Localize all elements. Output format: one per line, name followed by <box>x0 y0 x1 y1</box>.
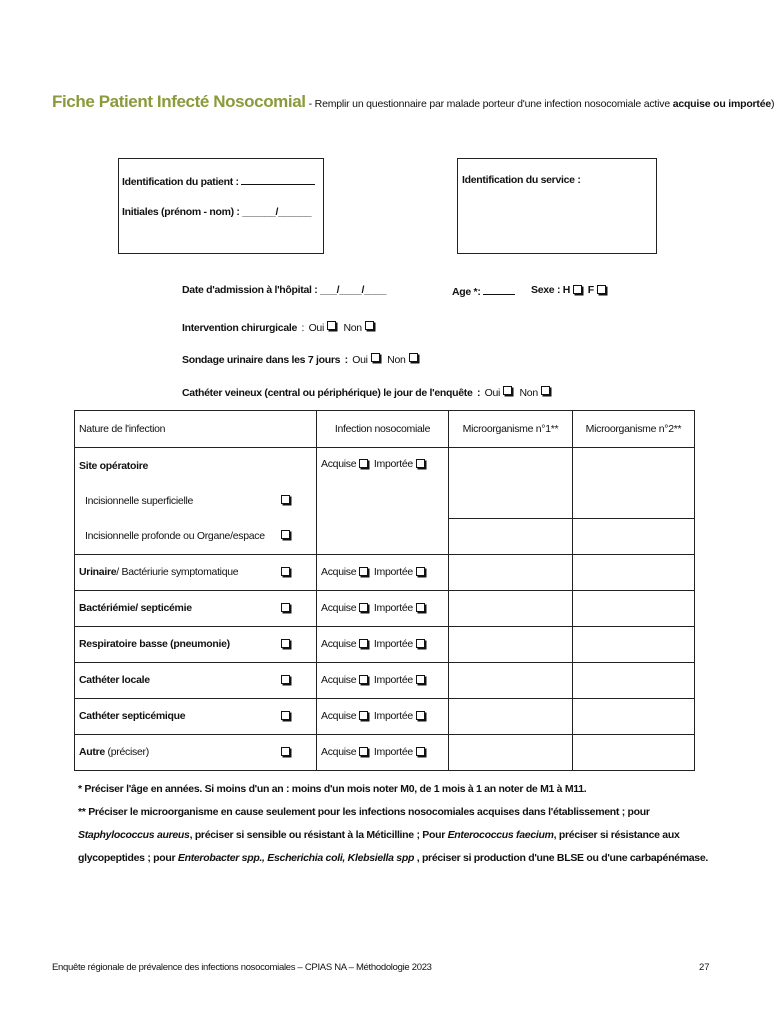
patient-id-row <box>122 174 315 188</box>
urinaire-micro-1[interactable] <box>449 554 573 590</box>
catheter-septicemique-importee-checkbox[interactable] <box>416 711 425 720</box>
site-operatoire-label: Site opératoire <box>79 459 149 472</box>
bacteriemie-checkbox[interactable] <box>281 603 290 612</box>
incisionnelle-prof-checkbox[interactable] <box>281 530 290 539</box>
site-op-micro-1[interactable] <box>449 448 573 519</box>
catheter-oui-checkbox[interactable] <box>503 386 512 395</box>
catheter-locale-checkbox[interactable] <box>281 675 290 684</box>
respiratoire-label: Respiratoire basse (pneumonie) <box>79 638 230 650</box>
table-header-row <box>75 411 695 448</box>
surgery-row <box>182 318 377 336</box>
surgery-oui-label: Oui <box>308 322 325 334</box>
autre-acquise-checkbox[interactable] <box>359 747 368 756</box>
urinary-row <box>182 350 421 368</box>
table-row: Cathéter septicémique Acquise Importée <box>75 698 695 734</box>
footnote-age: * Préciser l'âge en années. Si moins d'un an : moins d'un mois noter M0, de 1 mois à 1 an noter de M1 à M11. <box>78 783 587 795</box>
urinaire-label: Urinaire/ Bactériurie symptomatique <box>75 554 255 590</box>
patient-initials-label[interactable]: Initiales (prénom - nom) : ______/______ <box>122 206 312 218</box>
respiratoire-micro-1[interactable] <box>449 626 573 662</box>
catheter-non-label: Non <box>519 387 538 399</box>
urinaire-checkbox[interactable] <box>281 567 290 576</box>
urinary-non-checkbox[interactable] <box>409 353 418 362</box>
autre-checkbox[interactable] <box>281 747 290 756</box>
catheter-row <box>182 383 553 401</box>
importee-label: Importée <box>373 458 413 470</box>
patient-id-label: Identification du patient : <box>122 176 239 188</box>
sex-h-label: H <box>562 284 571 296</box>
catheter-locale-micro-1[interactable] <box>449 662 573 698</box>
site-op-micro-2[interactable] <box>573 448 695 519</box>
site-op-acquise-checkbox[interactable] <box>359 459 368 468</box>
sex-row <box>531 284 609 296</box>
form-title: Fiche Patient Infecté Nosocomial <box>52 92 306 111</box>
acquise-label: Acquise <box>321 458 357 470</box>
urinary-non-label: Non <box>387 354 406 366</box>
bacteriemie-importee-checkbox[interactable] <box>416 603 425 612</box>
service-id-label[interactable]: Identification du service : <box>462 174 581 186</box>
sex-f-checkbox[interactable] <box>597 285 606 294</box>
urinary-label: Sondage urinaire dans les 7 jours <box>182 354 341 366</box>
urinaire-micro-2[interactable] <box>573 554 695 590</box>
page-title <box>52 92 774 112</box>
catheter-label: Cathéter veineux (central ou périphérique) le jour de l'enquête <box>182 387 473 399</box>
catheter-septicemique-acquise-checkbox[interactable] <box>359 711 368 720</box>
infection-table <box>74 410 695 771</box>
surgery-oui-checkbox[interactable] <box>327 321 336 330</box>
autre-micro-1[interactable] <box>449 734 573 770</box>
autre-label: Autre (préciser) <box>75 734 255 770</box>
respiratoire-checkbox[interactable] <box>281 639 290 648</box>
bacteriemie-acquise-checkbox[interactable] <box>359 603 368 612</box>
sex-f-label: F <box>587 284 594 296</box>
incisionnelle-prof-micro-2[interactable] <box>573 518 695 554</box>
respiratoire-importee-checkbox[interactable] <box>416 639 425 648</box>
incisionnelle-prof-micro-1[interactable] <box>449 518 573 554</box>
table-row: Respiratoire basse (pneumonie) Acquise Importée <box>75 626 695 662</box>
table-row: Autre (préciser) Acquise Importée <box>75 734 695 770</box>
catheter-colon: : <box>476 387 481 399</box>
admission-date-field[interactable]: Date d'admission à l'hôpital : ___/____/____ <box>182 284 387 296</box>
catheter-septicemique-label: Cathéter septicémique <box>79 710 186 722</box>
catheter-locale-importee-checkbox[interactable] <box>416 675 425 684</box>
sex-h-checkbox[interactable] <box>573 285 582 294</box>
age-field[interactable] <box>483 284 515 295</box>
respiratoire-acquise-checkbox[interactable] <box>359 639 368 648</box>
bacteriemie-label: Bactériémie/ septicémie <box>79 602 192 614</box>
catheter-locale-micro-2[interactable] <box>573 662 695 698</box>
catheter-non-checkbox[interactable] <box>541 386 550 395</box>
header-micro-2: Microorganisme n°2** <box>573 411 695 448</box>
header-nature: Nature de l'infection <box>75 411 317 448</box>
footnote-microorganism: ** Préciser le microorganisme en cause seulement pour les infections nosocomiales acquises dans l'établissement ; pour Staphylococcus aureus, préciser si sensible ou résistant à la Méticilline ; Pour Enterococcus faecium, préciser si résistance aux glycopeptides ; pour Enterobacter spp., Escherichia coli, Klebsiella spp , préciser si production d'une BLSE ou d'une carbapénémase. <box>78 806 708 864</box>
autre-importee-checkbox[interactable] <box>416 747 425 756</box>
catheter-oui-label: Oui <box>484 387 501 399</box>
catheter-locale-label: Cathéter locale <box>79 674 150 686</box>
surgery-colon: : <box>301 322 305 334</box>
table-row: Cathéter locale Acquise Importée <box>75 662 695 698</box>
catheter-locale-acquise-checkbox[interactable] <box>359 675 368 684</box>
bacteriemie-micro-1[interactable] <box>449 590 573 626</box>
patient-id-field[interactable] <box>241 174 315 185</box>
age-row <box>452 284 515 298</box>
respiratoire-micro-2[interactable] <box>573 626 695 662</box>
surgery-non-label: Non <box>343 322 362 334</box>
urinary-oui-checkbox[interactable] <box>371 353 380 362</box>
urinary-oui-label: Oui <box>352 354 368 366</box>
table-row: Bactériémie/ septicémie Acquise Importée <box>75 590 695 626</box>
header-micro-1: Microorganisme n°1** <box>449 411 573 448</box>
service-identification-box <box>457 158 657 254</box>
age-label: Age *: <box>452 286 481 298</box>
site-op-infection-cell <box>317 448 449 555</box>
catheter-septicemique-micro-2[interactable] <box>573 698 695 734</box>
table-row: Urinaire/ Bactériurie symptomatique Acquise Importée <box>75 554 695 590</box>
surgery-non-checkbox[interactable] <box>365 321 374 330</box>
catheter-septicemique-checkbox[interactable] <box>281 711 290 720</box>
incisionnelle-sup-label: Incisionnelle superficielle <box>75 483 255 518</box>
catheter-septicemique-micro-1[interactable] <box>449 698 573 734</box>
urinary-colon: : <box>344 354 348 366</box>
incisionnelle-prof-label: Incisionnelle profonde ou Organe/espace <box>75 518 255 554</box>
page-number: 27 <box>699 962 710 973</box>
footnotes <box>78 778 718 870</box>
table-row <box>75 448 695 484</box>
urinaire-acquise-checkbox[interactable] <box>359 567 368 576</box>
urinaire-importee-checkbox[interactable] <box>416 567 425 576</box>
header-infection: Infection nosocomiale <box>317 411 449 448</box>
form-subtitle: - Remplir un questionnaire par malade porteur d'une infection nosocomiale active acquise ou importée) <box>308 98 774 110</box>
bacteriemie-micro-2[interactable] <box>573 590 695 626</box>
incisionnelle-sup-checkbox[interactable] <box>281 495 290 504</box>
footer-text: Enquête régionale de prévalence des infections nosocomiales – CPIAS NA – Méthodologie 2023 <box>52 962 432 973</box>
sex-label: Sexe : <box>531 284 561 296</box>
autre-micro-2[interactable] <box>573 734 695 770</box>
site-op-importee-checkbox[interactable] <box>416 459 425 468</box>
surgery-label: Intervention chirurgicale <box>182 322 298 334</box>
